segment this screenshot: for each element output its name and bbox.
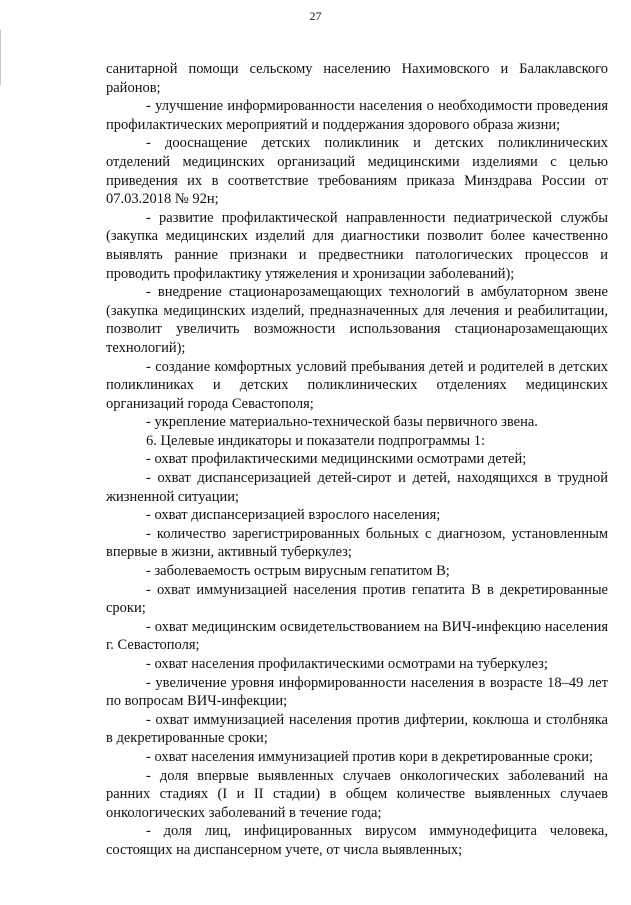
indicator-item: - увеличение уровня информированности населения в возрасте 18–49 лет по вопросам ВИЧ-инфекции; [106,674,608,710]
document-body [106,60,608,860]
list-item-awareness: - улучшение информированности населения о необходимости проведения профилактических мероприятий и поддержания здорового образа жизни; [106,98,608,133]
list-item-technologies: - внедрение стационарозамещающих технологий в амбулаторном звене (закупка медицинских изделий, предназначенных для лечения и реабилитации, позволит увеличить возможности использования стационарозамещающих технологий); [106,284,608,356]
scan-margin-line [0,30,1,85]
indicator-item: - охват населения иммунизацией против кори в декретированные сроки; [146,748,594,765]
indicator-item: - охват диспансеризацией детей-сирот и детей, находящихся в трудной жизненной ситуации; [106,470,608,505]
indicator-item: - заболеваемость острым вирусным гепатитом В; [146,563,450,580]
indicator-item: - охват иммунизацией населения против дифтерии, коклюша и столбняка в декретированные сроки; [106,711,608,747]
list-item-pediatric: - развитие профилактической направленности педиатрической службы (закупка медицинских изделий для диагностики позволит более качественно выявлять ранние признаки и предвестники патологических процессов и проводить профилактику утяжеления и хронизации заболеваний); [106,209,608,282]
list-item-equipment: - дооснащение детских поликлиник и детских поликлинических отделений медицинских организаций медицинскими изделиями с целью приведения их в соответствие требованиям приказа Минздрава России от 07.03.2018 № 92н; [106,135,608,208]
indicator-item: - доля впервые выявленных случаев онкологических заболеваний на ранних стадиях (I и II стадии) в общем количестве выявленных случаев онкологических заболеваний в течение года; [106,767,608,821]
list-item-comfort: - создание комфортных условий пребывания детей и родителей в детских поликлиниках и детских поликлинических отделениях медицинских организаций города Севастополя; [106,358,608,412]
indicator-item: - охват населения профилактическими осмотрами на туберкулез; [146,656,548,672]
indicator-item: - доля лиц, инфицированных вирусом иммунодефицита человека, состоящих на диспансерном учете, от числа выявленных; [106,823,608,858]
indicator-item: - охват профилактическими медицинскими осмотрами детей; [146,451,527,468]
list-item-base: - укрепление материально-технической базы первичного звена. [146,414,538,431]
indicator-item: - охват медицинским освидетельствованием на ВИЧ-инфекцию населения г. Севастополя; [106,618,608,654]
section-heading: 6. Целевые индикаторы и показатели подпрограммы 1: [146,432,485,449]
indicator-item: - охват иммунизацией населения против гепатита В в декретированные сроки; [106,581,608,617]
page-number: 27 [309,9,322,23]
paragraph-continuation: санитарной помощи сельскому населению Нахимовского и Балаклавского районов; [106,61,608,96]
indicator-item: - количество зарегистрированных больных с диагнозом, установленным впервые в жизни, активный туберкулез; [106,525,608,561]
indicator-item: - охват диспансеризацией взрослого населения; [146,507,441,524]
